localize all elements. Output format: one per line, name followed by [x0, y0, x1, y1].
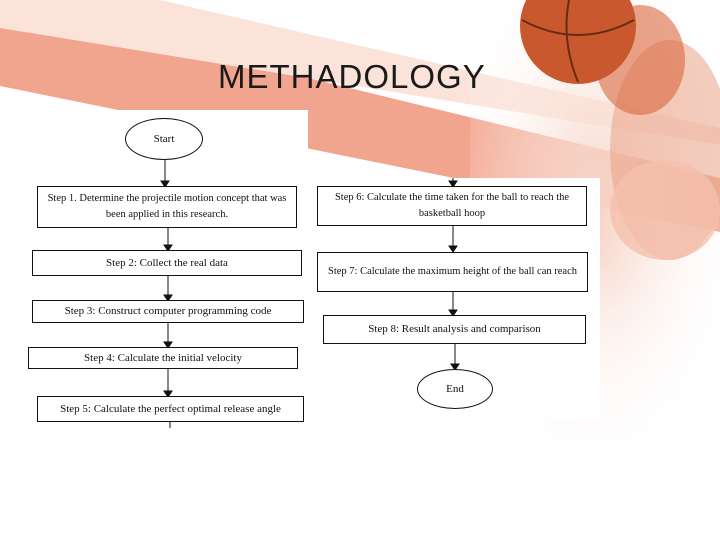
flowchart-step-8: Step 8: Result analysis and comparison	[323, 315, 586, 344]
flowchart-step-5: Step 5: Calculate the perfect optimal release angle	[37, 396, 304, 422]
player-sleeve	[610, 160, 720, 260]
flowchart-step-2: Step 2: Collect the real data	[32, 250, 302, 276]
flowchart-step-7: Step 7: Calculate the maximum height of the ball can reach	[317, 252, 588, 292]
flowchart-start: Start	[125, 118, 203, 160]
flowchart-end: End	[417, 369, 493, 409]
flowchart-step-1: Step 1. Determine the projectile motion concept that was been applied in this research.	[37, 186, 297, 228]
flowchart-step-6: Step 6: Calculate the time taken for the ball to reach the basketball hoop	[317, 186, 587, 226]
flowchart-step-3: Step 3: Construct computer programming code	[32, 300, 304, 323]
slide-title: METHADOLOGY	[218, 58, 486, 95]
flowchart-step-4: Step 4: Calculate the initial velocity	[28, 347, 298, 369]
